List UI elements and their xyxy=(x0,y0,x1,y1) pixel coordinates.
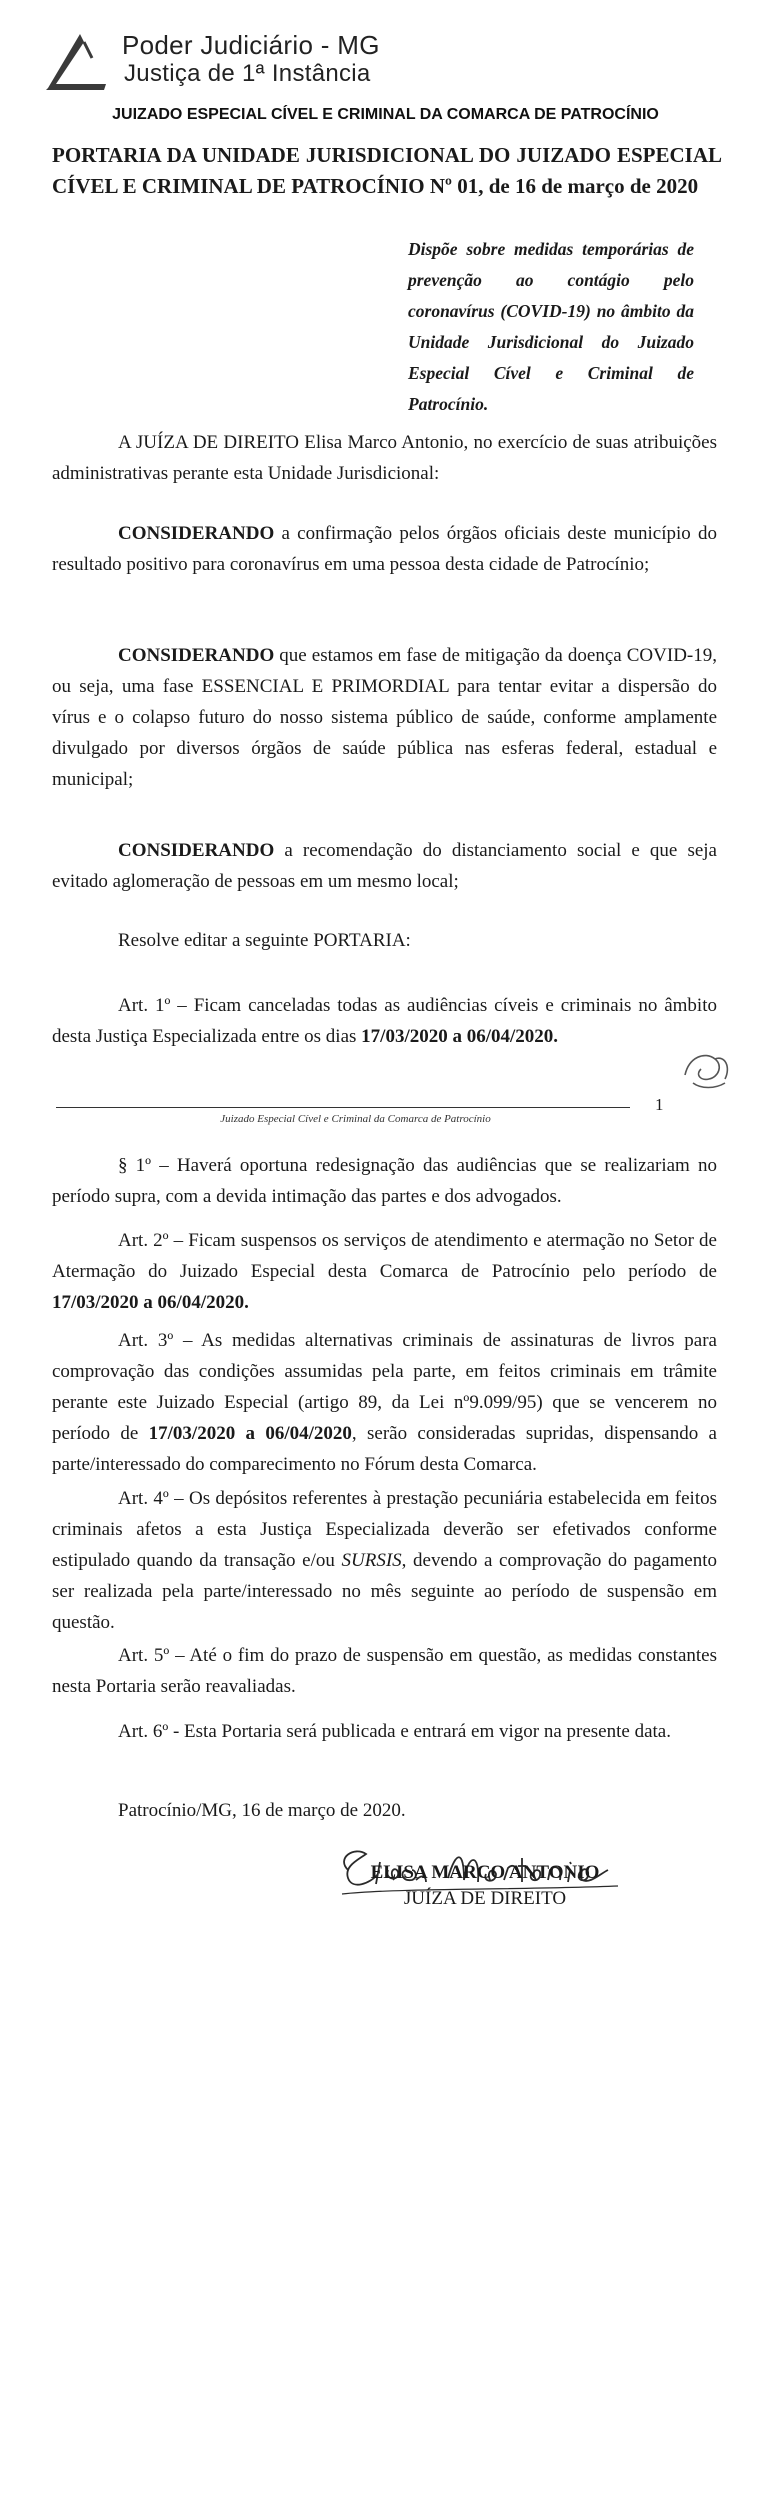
considerando-keyword: CONSIDERANDO xyxy=(118,645,275,666)
stamp-icon xyxy=(675,1045,735,1095)
ementa: Dispõe sobre medidas temporárias de prevenção ao contágio pelo coronavírus (COVID-19) no âmbito da Unidade Jurisdicional do Juizado Especial Cível e Criminal de Patrocínio. xyxy=(408,239,694,414)
considerando-paragraph-3 xyxy=(52,835,717,897)
considerando-keyword: CONSIDERANDO xyxy=(118,840,275,861)
considerando-text: que estamos em fase de mitigação da doença COVID-19, ou seja, uma fase ESSENCIAL E PRIMORDIAL para tentar evitar a dispersão do vírus e o colapso futuro do nosso sistema público de saúde, conforme amplamente divulgado por diversos órgãos de saúde pública nas esferas federal, estadual e municipal; xyxy=(52,645,717,790)
article-3-text-a: Art. 3º – As medidas alternativas criminais de assinaturas de livros para comprovação das condições assumidas pela parte, em feitos criminais em trâmite perante este Juizado Especial (artigo 89, da Lei nº9.099/95) que se vencerem no período de xyxy=(52,1330,717,1444)
article-4-text-b: , devendo a comprovação do pagamento ser realizada pela parte/interessado no mês seguinte ao período de suspensão em questão. xyxy=(52,1550,717,1633)
article-2-period: 17/03/2020 a 06/04/2020. xyxy=(52,1292,249,1313)
date-place: Patrocínio/MG, 16 de março de 2020. xyxy=(118,1800,406,1821)
document-title: PORTARIA DA UNIDADE JURISDICIONAL DO JUIZADO ESPECIAL CÍVEL E CRIMINAL DE PATROCÍNIO Nº 01, de 16 de março de 2020 xyxy=(52,143,722,198)
court-name: JUIZADO ESPECIAL CÍVEL E CRIMINAL DA COMARCA DE PATROCÍNIO xyxy=(112,106,659,123)
considerando-text: a confirmação pelos órgãos oficiais deste município do resultado positivo para coronavírus em uma pessoa desta cidade de Patrocínio; xyxy=(52,523,717,575)
article-1-period: 17/03/2020 a 06/04/2020. xyxy=(361,1026,559,1047)
article-5: Art. 5º – Até o fim do prazo de suspensão em questão, as medidas constantes nesta Portaria serão reavaliadas. xyxy=(52,1645,717,1697)
org-name: Poder Judiciário - MG xyxy=(122,30,380,60)
signer-name: ELISA MARCO ANTONIO xyxy=(370,1862,600,1883)
considerando-paragraph-2 xyxy=(52,640,717,795)
article-1-text: Art. 1º – Ficam canceladas todas as audiências cíveis e criminais no âmbito desta Justiça Especializada entre os dias xyxy=(52,995,717,1047)
considerando-text: a recomendação do distanciamento social e que seja evitado aglomeração de pessoas em um mesmo local; xyxy=(52,840,717,892)
article-3 xyxy=(52,1325,717,1480)
article-1 xyxy=(52,990,717,1052)
article-4-text-a: Art. 4º – Os depósitos referentes à prestação pecuniária estabelecida em feitos criminais afetos a esta Justiça Especializada deverão ser efetivados conforme estipulado quando da transação e/ou xyxy=(52,1488,717,1571)
article-4-term: SURSIS xyxy=(341,1550,402,1571)
article-2 xyxy=(52,1225,717,1318)
article-3-text-b: , serão consideradas supridas, dispensando a parte/interessado do comparecimento no Fórum desta Comarca. xyxy=(52,1423,717,1475)
considerando-keyword: CONSIDERANDO xyxy=(118,523,275,544)
footer-divider xyxy=(56,1107,630,1108)
paragraph-1: § 1º – Haverá oportuna redesignação das audiências que se realizariam no período supra, com a devida intimação das partes e dos advogados. xyxy=(52,1155,717,1207)
page-number: 1 xyxy=(655,1095,664,1114)
considerando-paragraph-1 xyxy=(52,518,717,580)
page-footer: Juizado Especial Cível e Criminal da Comarca de Patrocínio xyxy=(220,1113,491,1125)
article-2-text: Art. 2º – Ficam suspensos os serviços de atendimento e atermação no Setor de Atermação do Juizado Especial desta Comarca de Patrocínio pelo período de xyxy=(52,1230,717,1282)
resolve-paragraph: Resolve editar a seguinte PORTARIA: xyxy=(118,930,411,951)
intro-paragraph: A JUÍZA DE DIREITO Elisa Marco Antonio, no exercício de suas atribuições administrativas perante esta Unidade Jurisdicional: xyxy=(52,432,717,484)
article-4 xyxy=(52,1483,717,1638)
article-3-period: 17/03/2020 a 06/04/2020 xyxy=(148,1423,352,1444)
signer-role: JUÍZA DE DIREITO xyxy=(403,1888,567,1909)
org-instance: Justiça de 1ª Instância xyxy=(124,60,371,87)
article-6: Art. 6º - Esta Portaria será publicada e entrará em vigor na presente data. xyxy=(118,1721,671,1742)
judiciary-logo-icon xyxy=(40,28,110,96)
